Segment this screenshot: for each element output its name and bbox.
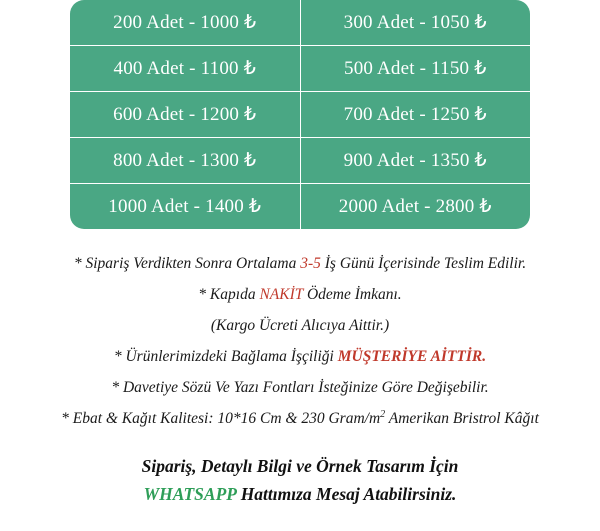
note-delivery-time — [0, 252, 600, 276]
note-paper-quality — [0, 407, 600, 431]
note-delivery-suffix: İş Günü İçerisinde Teslim Edilir. — [320, 255, 527, 272]
table-row — [70, 46, 530, 92]
table-row — [70, 138, 530, 184]
note-paper-prefix: * Ebat & Kağıt Kalitesi: 10*16 Cm & 230 Gram/m — [61, 410, 381, 428]
footer-whatsapp-line — [0, 480, 600, 508]
price-cell: 900 Adet - 1350 ₺ — [343, 150, 487, 171]
whatsapp-label[interactable]: WHATSAPP — [143, 484, 237, 504]
table-row — [70, 92, 530, 138]
table-row — [70, 0, 530, 46]
price-cell: 400 Adet - 1100 ₺ — [70, 46, 301, 91]
price-cell: 500 Adet - 1150 ₺ — [344, 58, 487, 79]
notes-section — [0, 252, 600, 438]
price-cell: 2000 Adet - 2800 ₺ — [338, 196, 492, 217]
price-cell: 700 Adet - 1250 ₺ — [343, 104, 487, 125]
price-cell: 200 Adet - 1000 ₺ — [70, 0, 301, 45]
note-paper-superscript: 2 — [380, 409, 386, 421]
footer-whatsapp-suffix: Hattımıza Mesaj Atabilirsiniz. — [236, 484, 457, 504]
table-row — [70, 184, 530, 229]
note-delivery-days: 3-5 — [300, 255, 321, 272]
price-table — [70, 0, 530, 229]
note-assembly — [0, 345, 600, 369]
price-cell: 300 Adet - 1050 ₺ — [343, 12, 487, 33]
price-cell: 800 Adet - 1300 ₺ — [70, 138, 301, 183]
note-assembly-prefix: * Ürünlerimizdeki Bağlama İşçiliği — [113, 348, 338, 366]
price-cell: 1000 Adet - 1400 ₺ — [70, 184, 301, 229]
note-payment-prefix: * Kapıda — [198, 286, 260, 304]
note-assembly-highlight: MÜŞTERİYE AİTTİR. — [337, 348, 487, 366]
note-shipping: (Kargo Ücreti Alıcıya Aittir.) — [210, 317, 390, 335]
note-payment — [0, 283, 600, 307]
footer-section — [0, 452, 600, 508]
note-payment-highlight: NAKİT — [259, 286, 304, 304]
note-paper-suffix: Amerikan Bristrol Kâğıt — [385, 410, 539, 428]
note-fonts: * Davetiye Sözü Ve Yazı Fontları İsteğinize Göre Değişebilir. — [111, 379, 489, 397]
note-payment-suffix: Ödeme İmkanı. — [303, 286, 402, 304]
footer-contact-line: Sipariş, Detaylı Bilgi ve Örnek Tasarım İçin — [141, 456, 459, 476]
price-cell: 600 Adet - 1200 ₺ — [70, 92, 301, 137]
note-delivery-prefix: * Sipariş Verdikten Sonra Ortalama — [73, 255, 301, 272]
